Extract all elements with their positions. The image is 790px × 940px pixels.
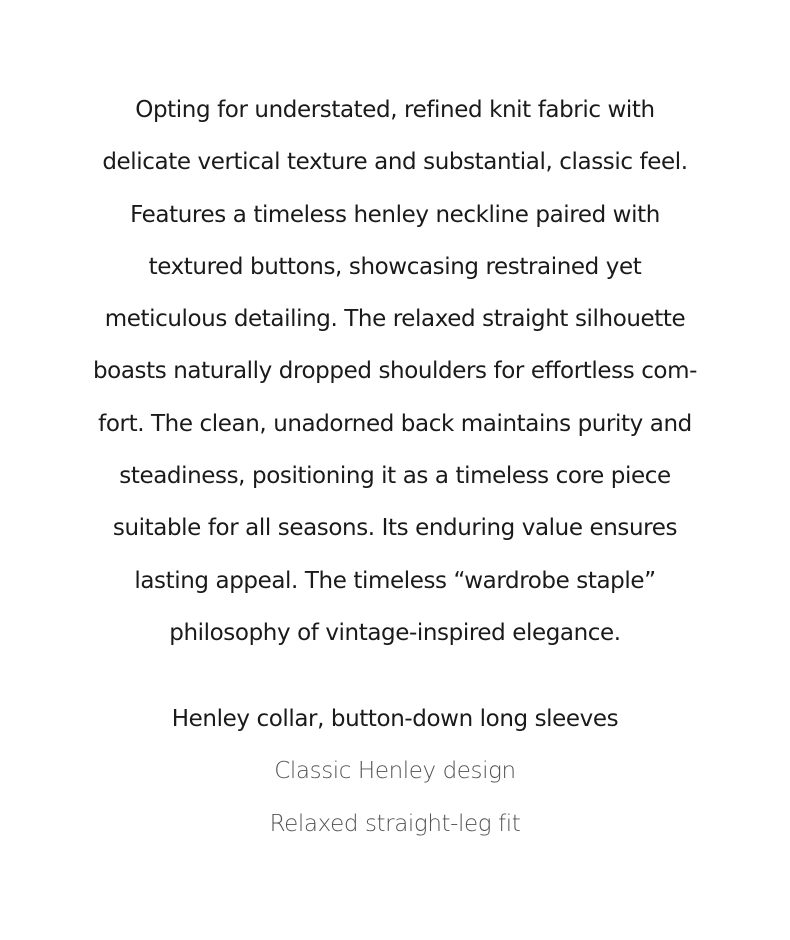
description-line: suitable for all seasons. Its enduring value ensures [112,515,678,542]
description-line: Features a timeless henley neckline paired with [130,201,660,228]
description-line: steadiness, positioning it as a timeless core piece [119,463,671,490]
feature-headline: Henley collar, button-down long sleeves [171,706,619,732]
product-description [60,84,730,659]
description-line: delicate vertical texture and substantial, classic feel. [102,149,688,176]
description-line: textured buttons, showcasing restrained yet [148,253,642,280]
description-line: Opting for understated, refined knit fabric with [135,97,655,123]
description-line: lasting appeal. The timeless “wardrobe staple” [134,567,656,594]
feature-item: Classic Henley design [274,758,516,785]
description-line: meticulous detailing. The relaxed straight silhouette [104,306,686,333]
description-line: philosophy of vintage-inspired elegance. [169,619,621,646]
description-line: boasts naturally dropped shoulders for effortless com- [92,358,698,385]
feature-item: Relaxed straight-leg fit [269,810,521,837]
description-line: fort. The clean, unadorned back maintains purity and [98,410,692,437]
feature-list [60,693,730,850]
